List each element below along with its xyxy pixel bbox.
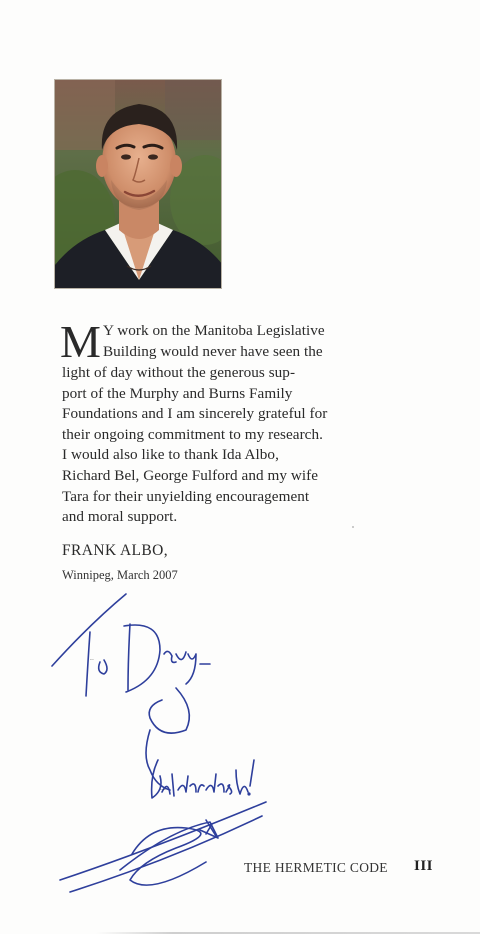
paragraph-line: port of the Murphy and Burns Family — [62, 384, 293, 402]
paragraph-line: and moral support. — [62, 508, 178, 526]
paragraph-line: I would also like to thank Ida Albo, — [62, 446, 279, 464]
paragraph-line: Building would never have seen the — [102, 342, 323, 360]
author-portrait-photo — [54, 79, 222, 289]
place-date: Winnipeg, March 2007 — [62, 568, 178, 582]
paper-speck — [352, 526, 354, 528]
paragraph-line: Foundations and I am sincerely grateful for — [62, 405, 328, 423]
page-number: III — [414, 858, 434, 874]
paragraph-line: their ongoing commitment to my research. — [62, 425, 323, 443]
running-head: THE HERMETIC CODE — [244, 860, 388, 875]
drop-cap: M — [60, 316, 101, 367]
paragraph-line: Y work on the Manitoba Legislative — [102, 322, 325, 339]
portrait-illustration — [55, 80, 222, 289]
paragraph-line: Tara for their unyielding encouragement — [62, 487, 310, 505]
inscription-greeting — [90, 659, 95, 661]
paragraph-line: light of day without the generous sup- — [62, 364, 296, 381]
acknowledgement-paragraph — [60, 316, 372, 528]
paragraph-line: Richard Bel, George Fulford and my wife — [62, 466, 318, 484]
author-name: FRANK ALBO, — [62, 542, 169, 559]
